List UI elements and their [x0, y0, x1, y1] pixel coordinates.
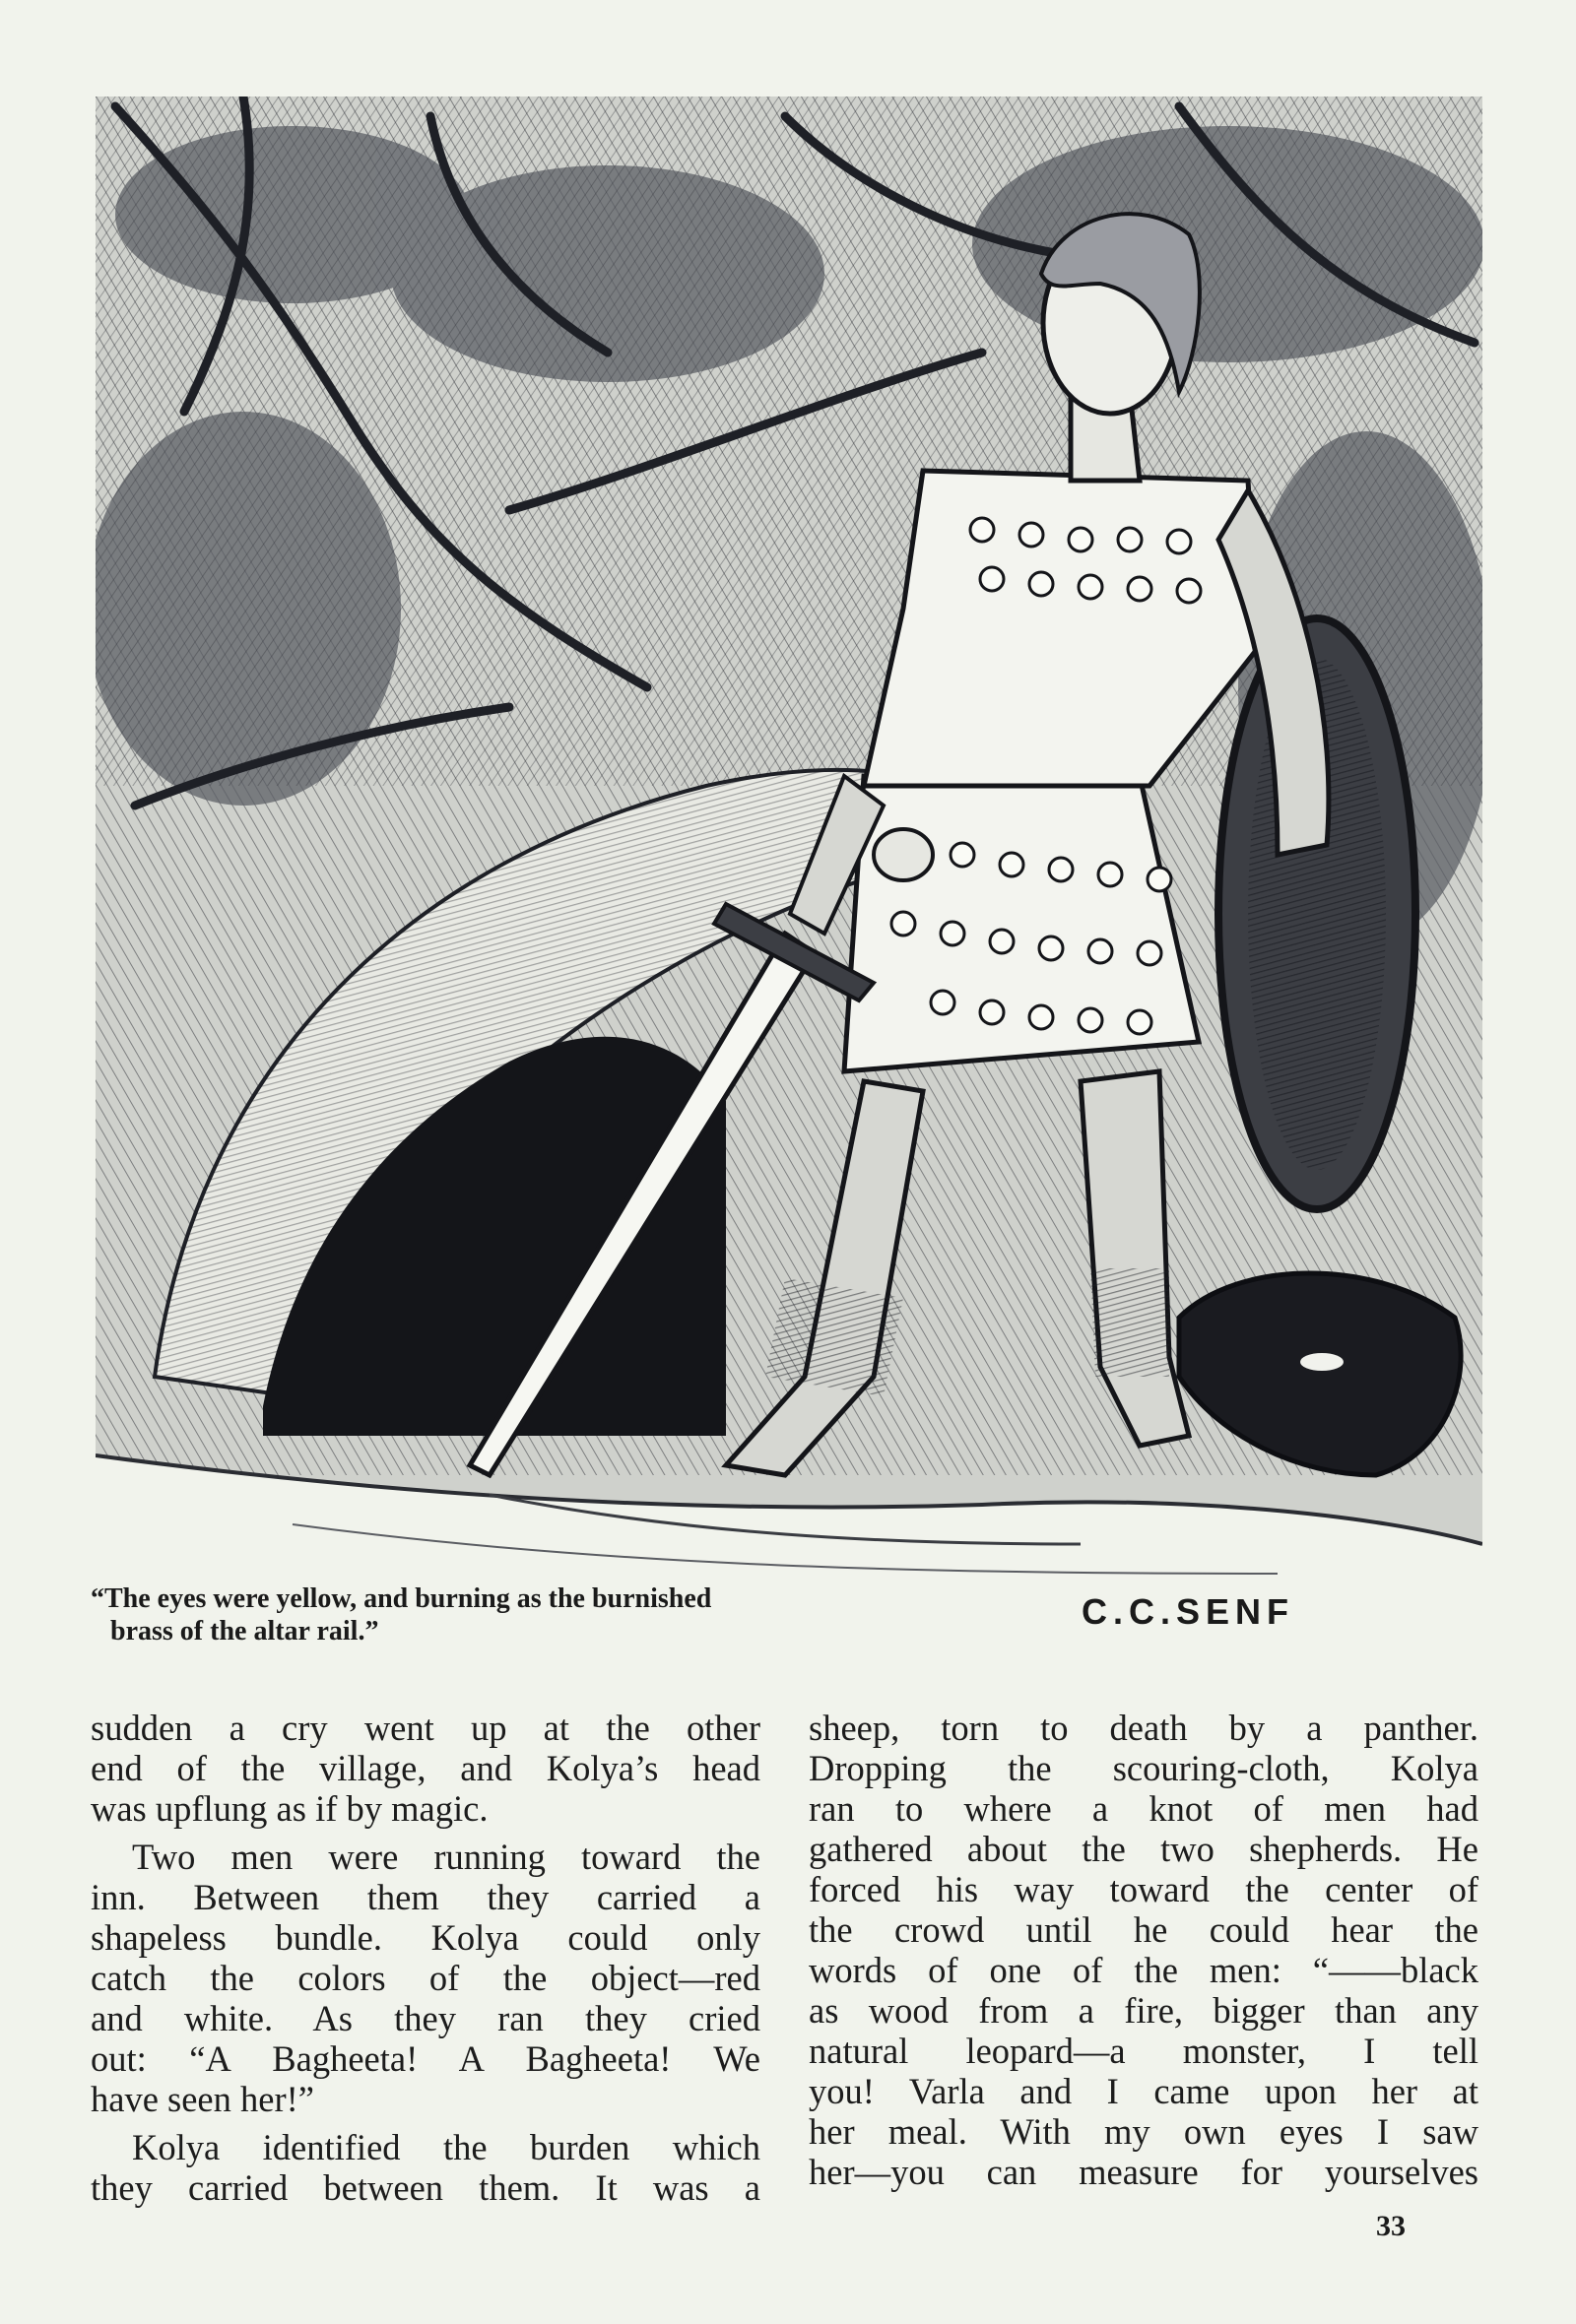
text-line: natural leopard—a monster, I tell [809, 2031, 1478, 2071]
text-line: you! Varla and I came upon her at [809, 2071, 1478, 2111]
text-line: forced his way toward the center of [809, 1869, 1478, 1909]
text-line: catch the colors of the object—red [91, 1958, 760, 1998]
text-line: end of the village, and Kolya’s head [91, 1748, 760, 1788]
text-column-right [809, 1708, 1478, 2192]
caption-line-1: “The eyes were yellow, and burning as the burnished [91, 1583, 712, 1614]
text-line: as wood from a fire, bigger than any [809, 1990, 1478, 2031]
text-line: her meal. With my own eyes I saw [809, 2111, 1478, 2152]
text-line: have seen her!” [91, 2079, 314, 2119]
caption-line-2: brass of the altar rail.” [110, 1616, 379, 1646]
text-line: shapeless bundle. Kolya could only [91, 1917, 760, 1958]
text-line: gathered about the two shepherds. He [809, 1829, 1478, 1869]
text-line: sudden a cry went up at the other [91, 1708, 760, 1748]
text-line: and white. As they ran they cried [91, 1998, 760, 2038]
illustration [96, 97, 1482, 1638]
panther-eye [1300, 1353, 1344, 1371]
text-line: sheep, torn to death by a panther. [809, 1708, 1478, 1748]
warrior-jungle-illustration [96, 97, 1482, 1638]
text-line: Kolya identified the burden which [132, 2127, 760, 2167]
artist-signature: C.C.SENF [1082, 1591, 1295, 1632]
text-line: her—you can measure for yourselves [809, 2152, 1478, 2192]
text-line: out: “A Bagheeta! A Bagheeta! We [91, 2038, 760, 2079]
text-line: ran to where a knot of men had [809, 1788, 1478, 1829]
text-line: the crowd until he could hear the [809, 1909, 1478, 1950]
text-line: words of one of the men: “——black [809, 1950, 1478, 1990]
text-line: inn. Between them they carried a [91, 1877, 760, 1917]
illustration-caption [91, 1582, 977, 1647]
text-line: Two men were running toward the [132, 1837, 760, 1877]
text-column-left [91, 1708, 760, 2208]
text-line: was upflung as if by magic. [91, 1788, 489, 1829]
text-line: they carried between them. It was a [91, 2167, 760, 2208]
page-number: 33 [1376, 2210, 1406, 2242]
text-line: Dropping the scouring-cloth, Kolya [809, 1748, 1478, 1788]
